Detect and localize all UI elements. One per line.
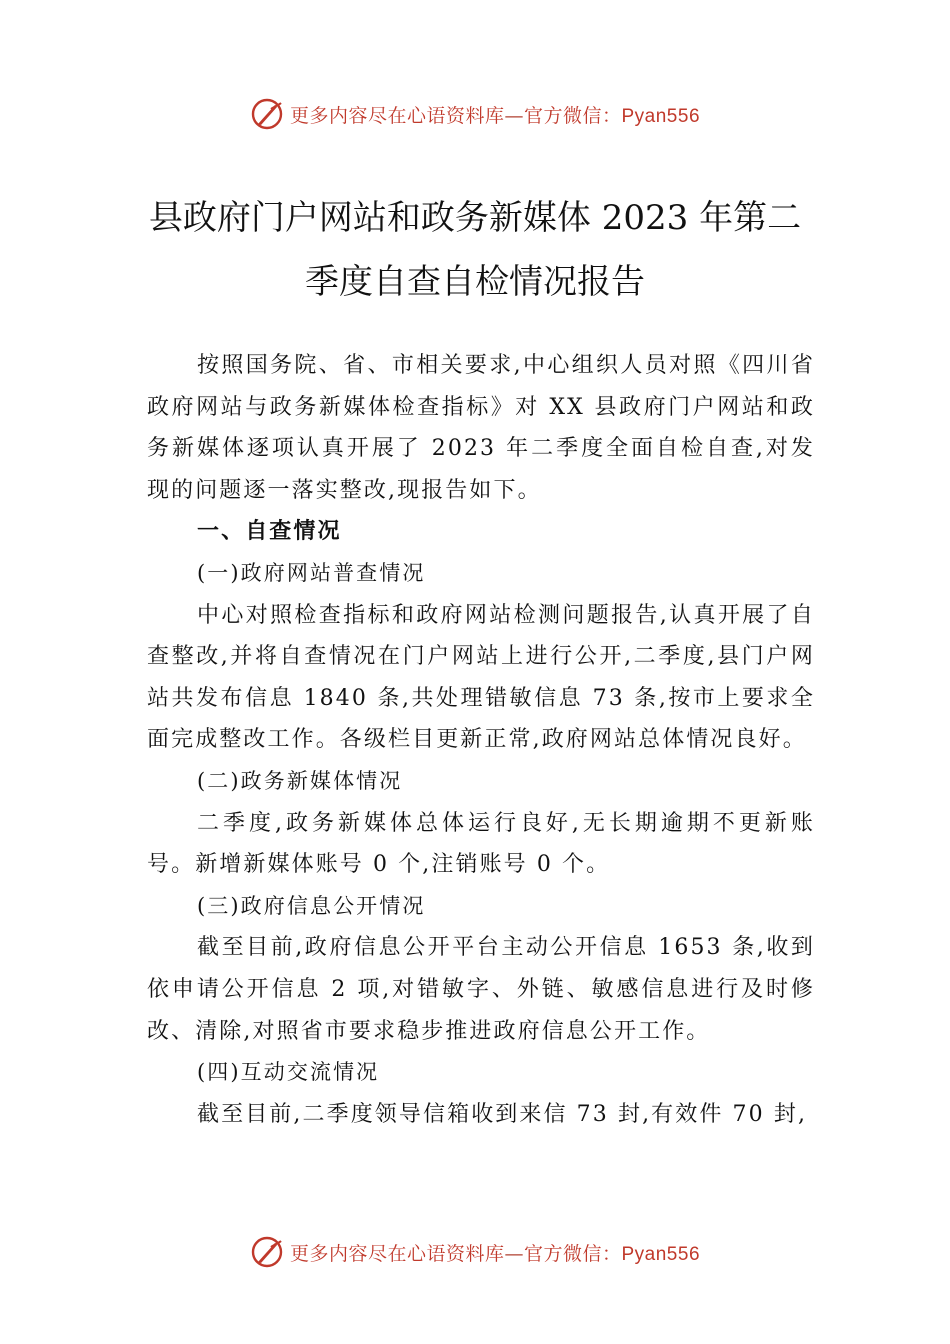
- watermark-site-name: 更多内容尽在心语资料库: [289, 104, 505, 127]
- subsection-heading-website: (一)政府网站普查情况: [197, 560, 426, 585]
- new-media-paragraph: 二季度,政务新媒体总体运行良好,无长期逾期不更新账号。新增新媒体账号 0 个,注销账号 0 个。: [147, 810, 815, 878]
- quill-pen-logo-icon: [250, 97, 284, 131]
- footer-watermark: [0, 1232, 950, 1272]
- interaction-paragraph: 截至目前,二季度领导信箱收到来信 73 封,有效件 70 封,: [197, 1101, 808, 1127]
- watermark-wechat-handle: Pyan556: [621, 105, 701, 127]
- watermark-dash: —: [504, 104, 524, 127]
- info-disclosure-paragraph: 截至目前,政府信息公开平台主动公开信息 1653 条,收到依申请公开信息 2 项,对错敏字、外链、敏感信息进行及时修改、清除,对照省市要求稳步推进政府信息公开工作。: [147, 935, 815, 1044]
- section-heading-self-check: 一、自查情况: [197, 519, 342, 545]
- watermark-wechat-label: 官方微信：: [523, 104, 622, 127]
- header-watermark: [0, 94, 950, 134]
- title-line-1: 县政府门户网站和政务新媒体 2023 年第二: [148, 198, 802, 238]
- intro-paragraph: 按照国务院、省、市相关要求,中心组织人员对照《四川省政府网站与政务新媒体检查指标》对 XX 县政府门户网站和政务新媒体逐项认真开展了 2023 年二季度全面自检自查,对发现的问题逐一落实整改,现报告如下。: [147, 353, 815, 503]
- watermark-text: [290, 101, 700, 128]
- document-body: [147, 345, 815, 1135]
- subsection-heading-interaction: (四)互动交流情况: [197, 1060, 380, 1085]
- subsection-heading-new-media: (二)政务新媒体情况: [197, 768, 403, 793]
- subsection-heading-info-disclosure: (三)政府信息公开情况: [197, 893, 426, 918]
- document-title: [140, 186, 810, 314]
- website-paragraph: 中心对照检查指标和政府网站检测问题报告,认真开展了自查整改,并将自查情况在门户网站上进行公开,二季度,县门户网站共发布信息 1840 条,共处理错敏信息 73 条,按市上要求全面完成整改工作。各级栏目更新正常,政府网站总体情况良好。: [147, 602, 815, 753]
- title-line-2: 季度自查自检情况报告: [305, 262, 645, 302]
- watermark-wechat-label: 官方微信：: [523, 1242, 622, 1265]
- quill-pen-logo-icon: [250, 1235, 284, 1269]
- watermark-text: [290, 1239, 700, 1266]
- watermark-dash: —: [504, 1242, 524, 1265]
- watermark-site-name: 更多内容尽在心语资料库: [289, 1242, 505, 1265]
- watermark-wechat-handle: Pyan556: [621, 1243, 701, 1265]
